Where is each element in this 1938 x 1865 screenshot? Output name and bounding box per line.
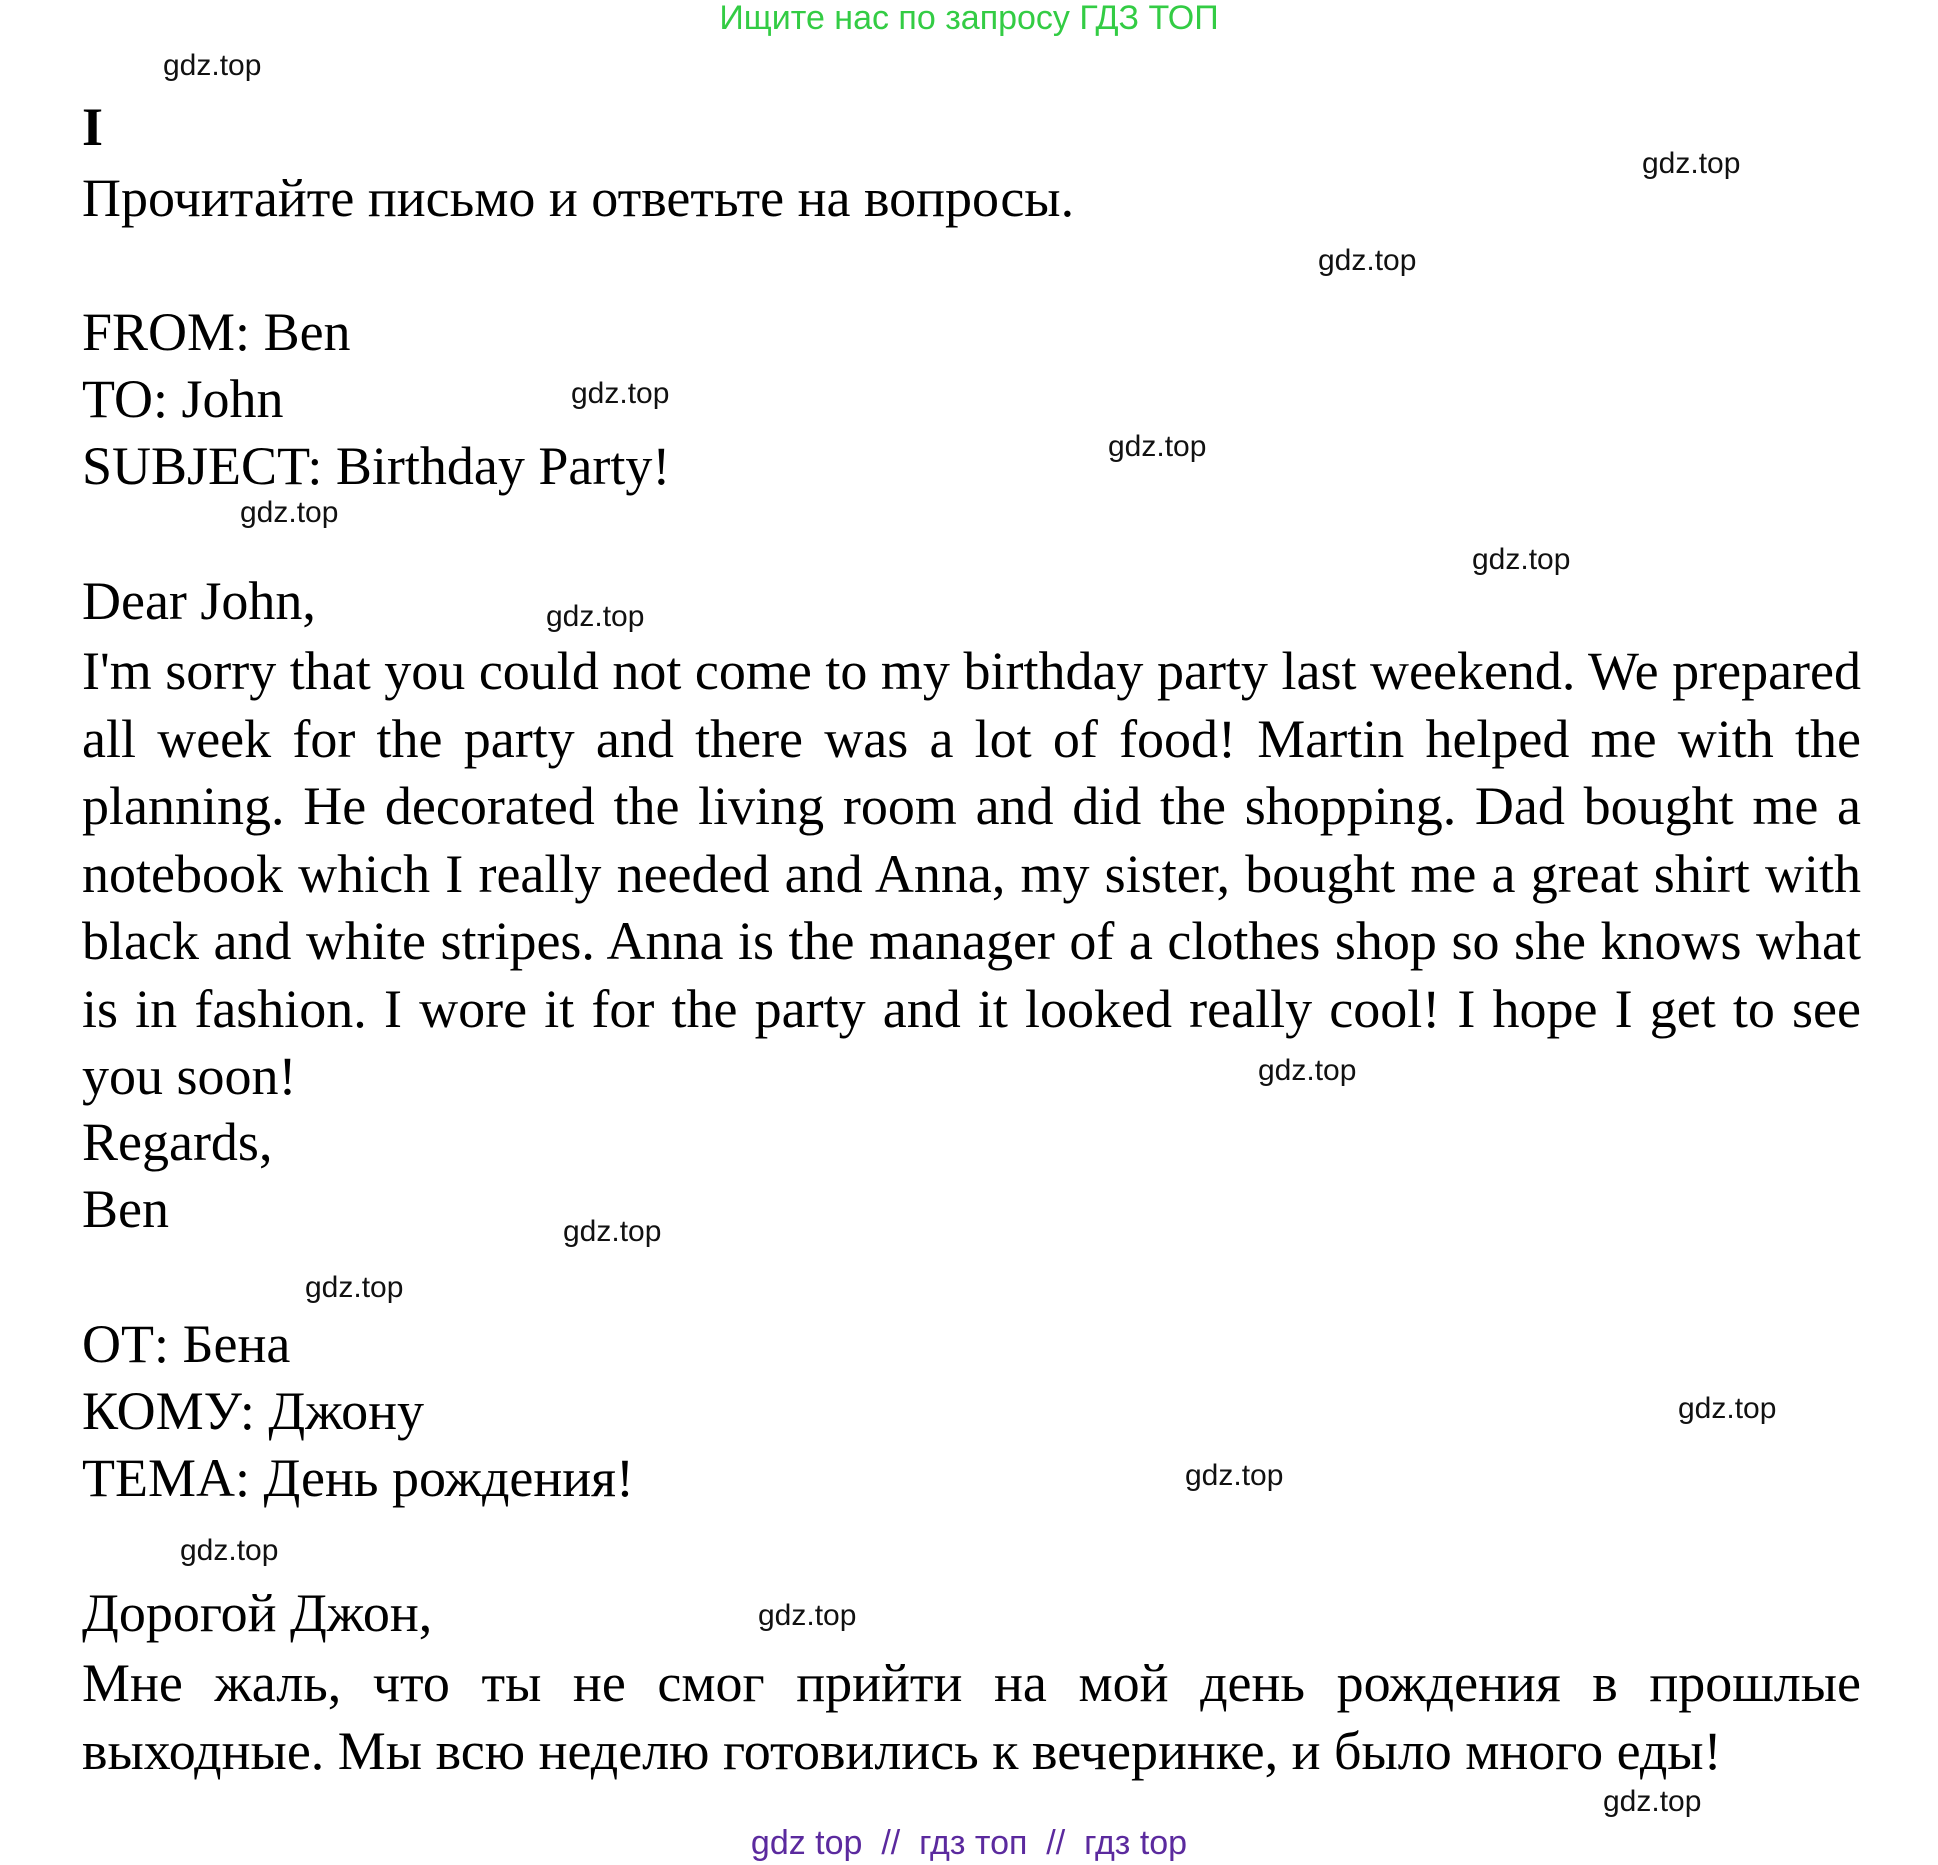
watermark: gdz.top <box>305 1271 404 1304</box>
search-banner: Ищите нас по запросу ГДЗ ТОП <box>719 0 1219 37</box>
translation-greeting: Дорогой Джон, <box>82 1583 433 1643</box>
translation-from: ОТ: Бена <box>82 1314 291 1374</box>
watermark: gdz.top <box>563 1215 662 1248</box>
watermark: gdz.top <box>180 1534 279 1567</box>
watermark: gdz.top <box>1472 543 1571 576</box>
instruction: Прочитайте письмо и ответьте на вопросы. <box>82 168 1075 228</box>
watermark: gdz.top <box>163 49 262 82</box>
footer-links: gdz top // гдз топ // гдз top <box>750 1824 1188 1862</box>
email-signature: Ben <box>82 1179 169 1239</box>
email-closing: Regards, <box>82 1112 273 1172</box>
email-to: TO: John <box>82 369 284 429</box>
watermark: gdz.top <box>1108 430 1207 463</box>
email-body: I'm sorry that you could not come to my birthday party last weekend. We prepared all week for the party and there was a lot of food! Martin helped me with the planning. He decorated the living room and did the shopping. Dad bought me a notebook which I really needed and Anna, my sister, bought me a great shirt with black and white stripes. Anna is the manager of a clothes shop so she knows what is in fashion. I wore it for the party and it looked really cool! I hope I get to see you soon! <box>82 641 1861 1106</box>
section-heading: I <box>82 97 104 157</box>
watermark: gdz.top <box>1185 1459 1284 1492</box>
email-from: FROM: Ben <box>82 302 351 362</box>
watermark: gdz.top <box>758 1599 857 1632</box>
watermark: gdz.top <box>1603 1785 1702 1818</box>
watermark: gdz.top <box>546 600 645 633</box>
watermark: gdz.top <box>1678 1392 1777 1425</box>
email-subject: SUBJECT: Birthday Party! <box>82 436 671 496</box>
watermark: gdz.top <box>571 377 670 410</box>
watermark: gdz.top <box>1318 244 1417 277</box>
watermark: gdz.top <box>1642 147 1741 180</box>
translation-to: КОМУ: Джону <box>82 1381 425 1441</box>
email-greeting: Dear John, <box>82 571 316 631</box>
translation-body: Мне жаль, что ты не смог прийти на мой день рождения в прошлые выходные. Мы всю неделю готовились к вечеринке, и было много еды! <box>82 1653 1861 1781</box>
watermark: gdz.top <box>1258 1054 1357 1087</box>
translation-subject: ТЕМА: День рождения! <box>82 1448 634 1508</box>
watermark: gdz.top <box>240 496 339 529</box>
